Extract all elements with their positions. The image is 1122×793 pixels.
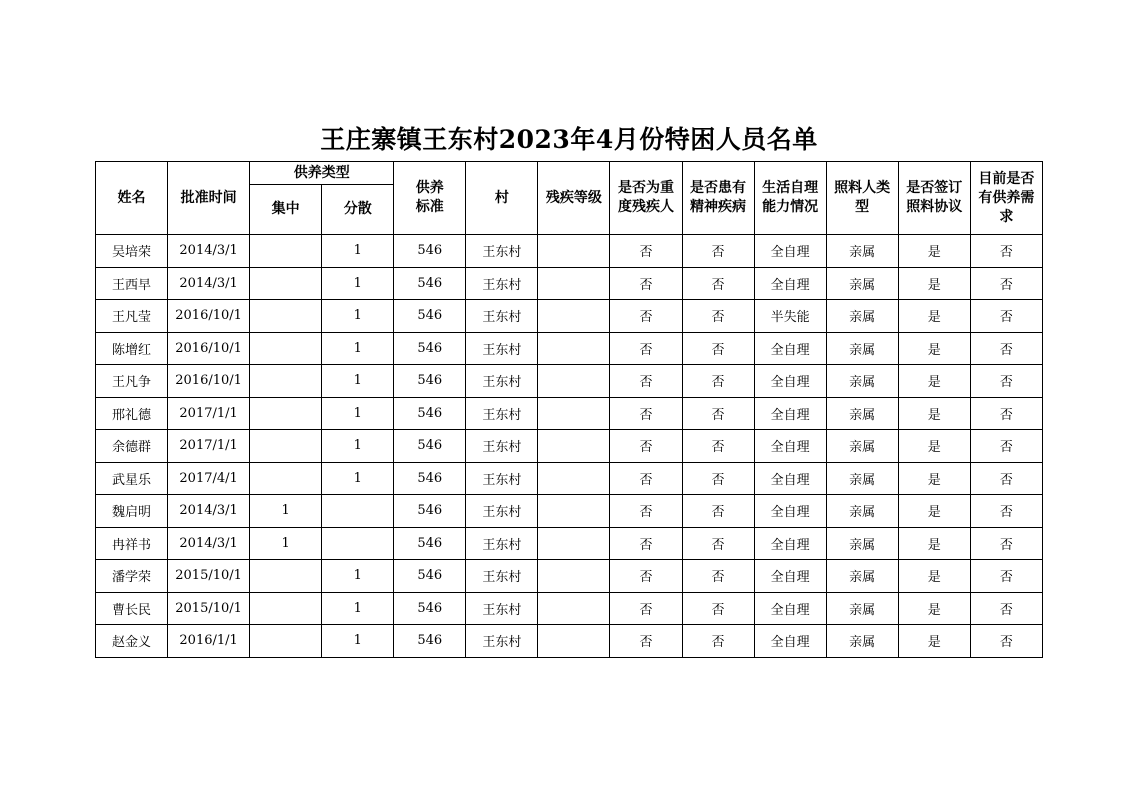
- cell-caregiver-type: 亲属: [826, 462, 898, 495]
- cell-caregiver-type: 亲属: [826, 397, 898, 430]
- cell-caregiver-type: 亲属: [826, 300, 898, 333]
- header-centralized: 集中: [250, 185, 322, 235]
- roster-table: [95, 161, 1043, 658]
- cell-severe-disabled: 否: [610, 430, 682, 463]
- cell-dispersed: 1: [322, 625, 394, 658]
- header-caregiver-type: 照料人类 型: [826, 162, 898, 235]
- cell-approval-time: 2015/10/1: [168, 592, 250, 625]
- cell-severe-disabled: 否: [610, 267, 682, 300]
- cell-current-need: 否: [970, 592, 1042, 625]
- cell-care-agreement: 是: [898, 300, 970, 333]
- cell-care-agreement: 是: [898, 397, 970, 430]
- header-support-type: 供养类型: [250, 162, 394, 185]
- cell-disability-level: [538, 430, 610, 463]
- cell-approval-time: 2017/1/1: [168, 430, 250, 463]
- cell-village: 王东村: [466, 235, 538, 268]
- cell-dispersed: 1: [322, 235, 394, 268]
- table-row: [96, 527, 1043, 560]
- cell-self-care: 全自理: [754, 462, 826, 495]
- cell-care-agreement: 是: [898, 332, 970, 365]
- cell-caregiver-type: 亲属: [826, 267, 898, 300]
- cell-standard: 546: [394, 235, 466, 268]
- cell-village: 王东村: [466, 592, 538, 625]
- cell-mental-illness: 否: [682, 397, 754, 430]
- cell-standard: 546: [394, 397, 466, 430]
- cell-centralized: 1: [250, 527, 322, 560]
- cell-centralized: 1: [250, 495, 322, 528]
- cell-village: 王东村: [466, 365, 538, 398]
- cell-current-need: 否: [970, 625, 1042, 658]
- cell-caregiver-type: 亲属: [826, 332, 898, 365]
- cell-self-care: 全自理: [754, 235, 826, 268]
- cell-mental-illness: 否: [682, 462, 754, 495]
- cell-care-agreement: 是: [898, 592, 970, 625]
- cell-name: 王凡莹: [96, 300, 168, 333]
- header-severe-disabled: 是否为重 度残疾人: [610, 162, 682, 235]
- cell-severe-disabled: 否: [610, 462, 682, 495]
- cell-mental-illness: 否: [682, 365, 754, 398]
- cell-dispersed: 1: [322, 332, 394, 365]
- cell-name: 邢礼德: [96, 397, 168, 430]
- header-dispersed: 分散: [322, 185, 394, 235]
- cell-approval-time: 2014/3/1: [168, 495, 250, 528]
- cell-centralized: [250, 462, 322, 495]
- cell-caregiver-type: 亲属: [826, 625, 898, 658]
- cell-approval-time: 2016/10/1: [168, 300, 250, 333]
- cell-dispersed: [322, 495, 394, 528]
- cell-mental-illness: 否: [682, 235, 754, 268]
- cell-name: 武星乐: [96, 462, 168, 495]
- header-current-need: 目前是否 有供养需 求: [970, 162, 1042, 235]
- cell-self-care: 全自理: [754, 267, 826, 300]
- cell-current-need: 否: [970, 300, 1042, 333]
- cell-approval-time: 2014/3/1: [168, 235, 250, 268]
- table-row: [96, 430, 1043, 463]
- cell-severe-disabled: 否: [610, 300, 682, 333]
- cell-severe-disabled: 否: [610, 397, 682, 430]
- cell-dispersed: 1: [322, 267, 394, 300]
- table-row: [96, 560, 1043, 593]
- cell-care-agreement: 是: [898, 462, 970, 495]
- cell-mental-illness: 否: [682, 560, 754, 593]
- cell-severe-disabled: 否: [610, 235, 682, 268]
- cell-mental-illness: 否: [682, 430, 754, 463]
- cell-disability-level: [538, 495, 610, 528]
- cell-name: 魏启明: [96, 495, 168, 528]
- cell-disability-level: [538, 462, 610, 495]
- cell-centralized: [250, 235, 322, 268]
- table-row: [96, 235, 1043, 268]
- cell-standard: 546: [394, 495, 466, 528]
- cell-centralized: [250, 300, 322, 333]
- cell-mental-illness: 否: [682, 267, 754, 300]
- cell-self-care: 全自理: [754, 495, 826, 528]
- cell-care-agreement: 是: [898, 267, 970, 300]
- cell-current-need: 否: [970, 495, 1042, 528]
- cell-disability-level: [538, 527, 610, 560]
- cell-approval-time: 2014/3/1: [168, 267, 250, 300]
- cell-mental-illness: 否: [682, 625, 754, 658]
- table-row: [96, 462, 1043, 495]
- cell-village: 王东村: [466, 300, 538, 333]
- header-name: 姓名: [96, 162, 168, 235]
- cell-dispersed: 1: [322, 430, 394, 463]
- cell-standard: 546: [394, 430, 466, 463]
- cell-standard: 546: [394, 365, 466, 398]
- roster-body: [96, 235, 1043, 658]
- cell-dispersed: 1: [322, 462, 394, 495]
- cell-current-need: 否: [970, 267, 1042, 300]
- header-village: 村: [466, 162, 538, 235]
- cell-approval-time: 2016/1/1: [168, 625, 250, 658]
- cell-disability-level: [538, 560, 610, 593]
- cell-disability-level: [538, 365, 610, 398]
- cell-current-need: 否: [970, 430, 1042, 463]
- cell-self-care: 全自理: [754, 625, 826, 658]
- cell-approval-time: 2014/3/1: [168, 527, 250, 560]
- cell-caregiver-type: 亲属: [826, 365, 898, 398]
- cell-standard: 546: [394, 625, 466, 658]
- cell-care-agreement: 是: [898, 495, 970, 528]
- cell-village: 王东村: [466, 560, 538, 593]
- cell-self-care: 半失能: [754, 300, 826, 333]
- header-approval-time: 批准时间: [168, 162, 250, 235]
- cell-standard: 546: [394, 300, 466, 333]
- cell-caregiver-type: 亲属: [826, 592, 898, 625]
- cell-centralized: [250, 560, 322, 593]
- cell-care-agreement: 是: [898, 625, 970, 658]
- cell-approval-time: 2016/10/1: [168, 365, 250, 398]
- cell-approval-time: 2017/4/1: [168, 462, 250, 495]
- cell-self-care: 全自理: [754, 397, 826, 430]
- cell-standard: 546: [394, 592, 466, 625]
- cell-care-agreement: 是: [898, 365, 970, 398]
- cell-mental-illness: 否: [682, 300, 754, 333]
- cell-disability-level: [538, 397, 610, 430]
- cell-village: 王东村: [466, 397, 538, 430]
- cell-name: 余德群: [96, 430, 168, 463]
- cell-mental-illness: 否: [682, 592, 754, 625]
- cell-approval-time: 2016/10/1: [168, 332, 250, 365]
- cell-village: 王东村: [466, 332, 538, 365]
- cell-current-need: 否: [970, 462, 1042, 495]
- cell-care-agreement: 是: [898, 235, 970, 268]
- table-row: [96, 332, 1043, 365]
- cell-name: 王西早: [96, 267, 168, 300]
- cell-centralized: [250, 397, 322, 430]
- cell-name: 曹长民: [96, 592, 168, 625]
- cell-village: 王东村: [466, 430, 538, 463]
- cell-dispersed: 1: [322, 397, 394, 430]
- cell-village: 王东村: [466, 495, 538, 528]
- cell-severe-disabled: 否: [610, 592, 682, 625]
- cell-self-care: 全自理: [754, 592, 826, 625]
- cell-severe-disabled: 否: [610, 365, 682, 398]
- cell-centralized: [250, 365, 322, 398]
- header-self-care: 生活自理 能力情况: [754, 162, 826, 235]
- cell-standard: 546: [394, 462, 466, 495]
- cell-dispersed: [322, 527, 394, 560]
- cell-self-care: 全自理: [754, 560, 826, 593]
- cell-severe-disabled: 否: [610, 332, 682, 365]
- cell-approval-time: 2015/10/1: [168, 560, 250, 593]
- cell-mental-illness: 否: [682, 495, 754, 528]
- cell-village: 王东村: [466, 625, 538, 658]
- table-row: [96, 592, 1043, 625]
- cell-dispersed: 1: [322, 592, 394, 625]
- cell-name: 潘学荣: [96, 560, 168, 593]
- cell-care-agreement: 是: [898, 430, 970, 463]
- cell-name: 吴培荣: [96, 235, 168, 268]
- cell-disability-level: [538, 592, 610, 625]
- cell-name: 陈增红: [96, 332, 168, 365]
- cell-caregiver-type: 亲属: [826, 527, 898, 560]
- cell-village: 王东村: [466, 527, 538, 560]
- cell-caregiver-type: 亲属: [826, 430, 898, 463]
- table-row: [96, 300, 1043, 333]
- cell-centralized: [250, 430, 322, 463]
- table-row: [96, 495, 1043, 528]
- cell-disability-level: [538, 300, 610, 333]
- cell-self-care: 全自理: [754, 527, 826, 560]
- header-standard: 供养 标准: [394, 162, 466, 235]
- cell-centralized: [250, 592, 322, 625]
- cell-current-need: 否: [970, 365, 1042, 398]
- header-care-agreement: 是否签订 照料协议: [898, 162, 970, 235]
- cell-disability-level: [538, 235, 610, 268]
- cell-standard: 546: [394, 527, 466, 560]
- cell-standard: 546: [394, 560, 466, 593]
- cell-village: 王东村: [466, 462, 538, 495]
- cell-name: 王凡争: [96, 365, 168, 398]
- cell-severe-disabled: 否: [610, 560, 682, 593]
- cell-self-care: 全自理: [754, 365, 826, 398]
- cell-standard: 546: [394, 267, 466, 300]
- cell-self-care: 全自理: [754, 332, 826, 365]
- cell-current-need: 否: [970, 397, 1042, 430]
- cell-name: 冉祥书: [96, 527, 168, 560]
- cell-centralized: [250, 267, 322, 300]
- table-row: [96, 625, 1043, 658]
- cell-caregiver-type: 亲属: [826, 560, 898, 593]
- cell-current-need: 否: [970, 235, 1042, 268]
- document-title: 王庄寨镇王东村2023年4月份特困人员名单: [320, 125, 818, 154]
- cell-standard: 546: [394, 332, 466, 365]
- cell-care-agreement: 是: [898, 560, 970, 593]
- cell-approval-time: 2017/1/1: [168, 397, 250, 430]
- cell-severe-disabled: 否: [610, 495, 682, 528]
- cell-severe-disabled: 否: [610, 527, 682, 560]
- cell-current-need: 否: [970, 527, 1042, 560]
- cell-dispersed: 1: [322, 560, 394, 593]
- cell-dispersed: 1: [322, 300, 394, 333]
- cell-dispersed: 1: [322, 365, 394, 398]
- table-row: [96, 397, 1043, 430]
- cell-current-need: 否: [970, 332, 1042, 365]
- cell-mental-illness: 否: [682, 332, 754, 365]
- cell-disability-level: [538, 267, 610, 300]
- cell-current-need: 否: [970, 560, 1042, 593]
- header-mental-illness: 是否患有 精神疾病: [682, 162, 754, 235]
- cell-disability-level: [538, 625, 610, 658]
- cell-village: 王东村: [466, 267, 538, 300]
- table-row: [96, 267, 1043, 300]
- cell-name: 赵金义: [96, 625, 168, 658]
- header-disability-level: 残疾等级: [538, 162, 610, 235]
- cell-self-care: 全自理: [754, 430, 826, 463]
- table-row: [96, 365, 1043, 398]
- cell-mental-illness: 否: [682, 527, 754, 560]
- cell-centralized: [250, 625, 322, 658]
- cell-centralized: [250, 332, 322, 365]
- cell-disability-level: [538, 332, 610, 365]
- cell-caregiver-type: 亲属: [826, 495, 898, 528]
- cell-severe-disabled: 否: [610, 625, 682, 658]
- cell-caregiver-type: 亲属: [826, 235, 898, 268]
- cell-care-agreement: 是: [898, 527, 970, 560]
